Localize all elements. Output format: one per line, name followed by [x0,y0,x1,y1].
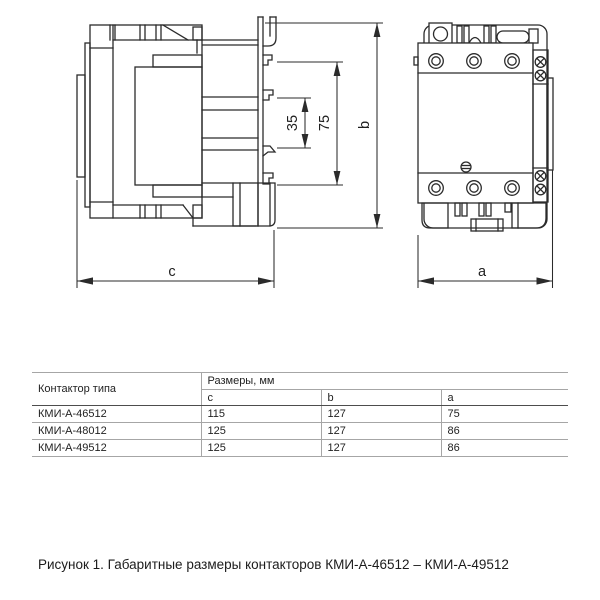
cell-a: 75 [441,406,568,423]
cell-b: 127 [321,440,441,457]
side-bottom-ribs [113,205,256,226]
cell-a: 86 [441,440,568,457]
table-subheader-b: b [321,390,441,406]
cell-type: КМИ-А-48012 [32,423,201,440]
dim-label-a: a [477,264,487,280]
phillips-screw-icon [535,57,546,68]
dimension-35 [277,98,311,148]
side-coil-block [135,67,202,185]
din-clip-icon [263,146,275,156]
dim-label-75: 75 [317,114,333,132]
table-subheader-a: a [441,390,568,406]
table-row [32,406,568,423]
cell-b: 127 [321,423,441,440]
dim-label-35: 35 [285,114,301,132]
table-row [32,423,568,440]
figure-caption: Рисунок 1. Габаритные размеры контакторов КМИ-А-46512 – КМИ-А-49512 [38,557,509,572]
cell-c: 125 [201,440,321,457]
dimensions-table [32,372,568,457]
side-support-block [233,183,258,226]
mounting-tab [429,23,452,45]
dimension-c [77,180,274,288]
din-clip-icon [263,90,273,100]
din-rail-plate [258,17,276,226]
din-clip-icon [263,55,272,65]
side-view-drawing [77,17,383,288]
side-terminal-panel [533,50,548,202]
side-left-flange [77,75,85,177]
table-row [32,440,568,457]
phillips-screw-icon [535,70,546,81]
din-foot [258,183,275,226]
cell-a: 86 [441,423,568,440]
dim-label-c: c [168,264,176,280]
cell-b: 127 [321,406,441,423]
table-subheader-c: c [201,390,321,406]
cell-type: КМИ-А-49512 [32,440,201,457]
side-top-ribs [110,25,258,53]
arc-chamber-vents [457,26,538,43]
bottom-bracket [422,203,546,231]
phillips-screw-icon [535,184,546,195]
phillips-screw-icon [535,171,546,182]
dim-label-b: b [357,120,373,130]
cell-c: 115 [201,406,321,423]
side-terminal-lines [202,97,258,197]
front-view-drawing [414,23,553,288]
table-header-dimensions: Размеры, мм [201,373,568,390]
cell-type: КМИ-А-46512 [32,406,201,423]
side-body-outline [90,25,202,218]
table-header-contactor-type: Контактор типа [32,373,201,406]
cell-c: 125 [201,423,321,440]
